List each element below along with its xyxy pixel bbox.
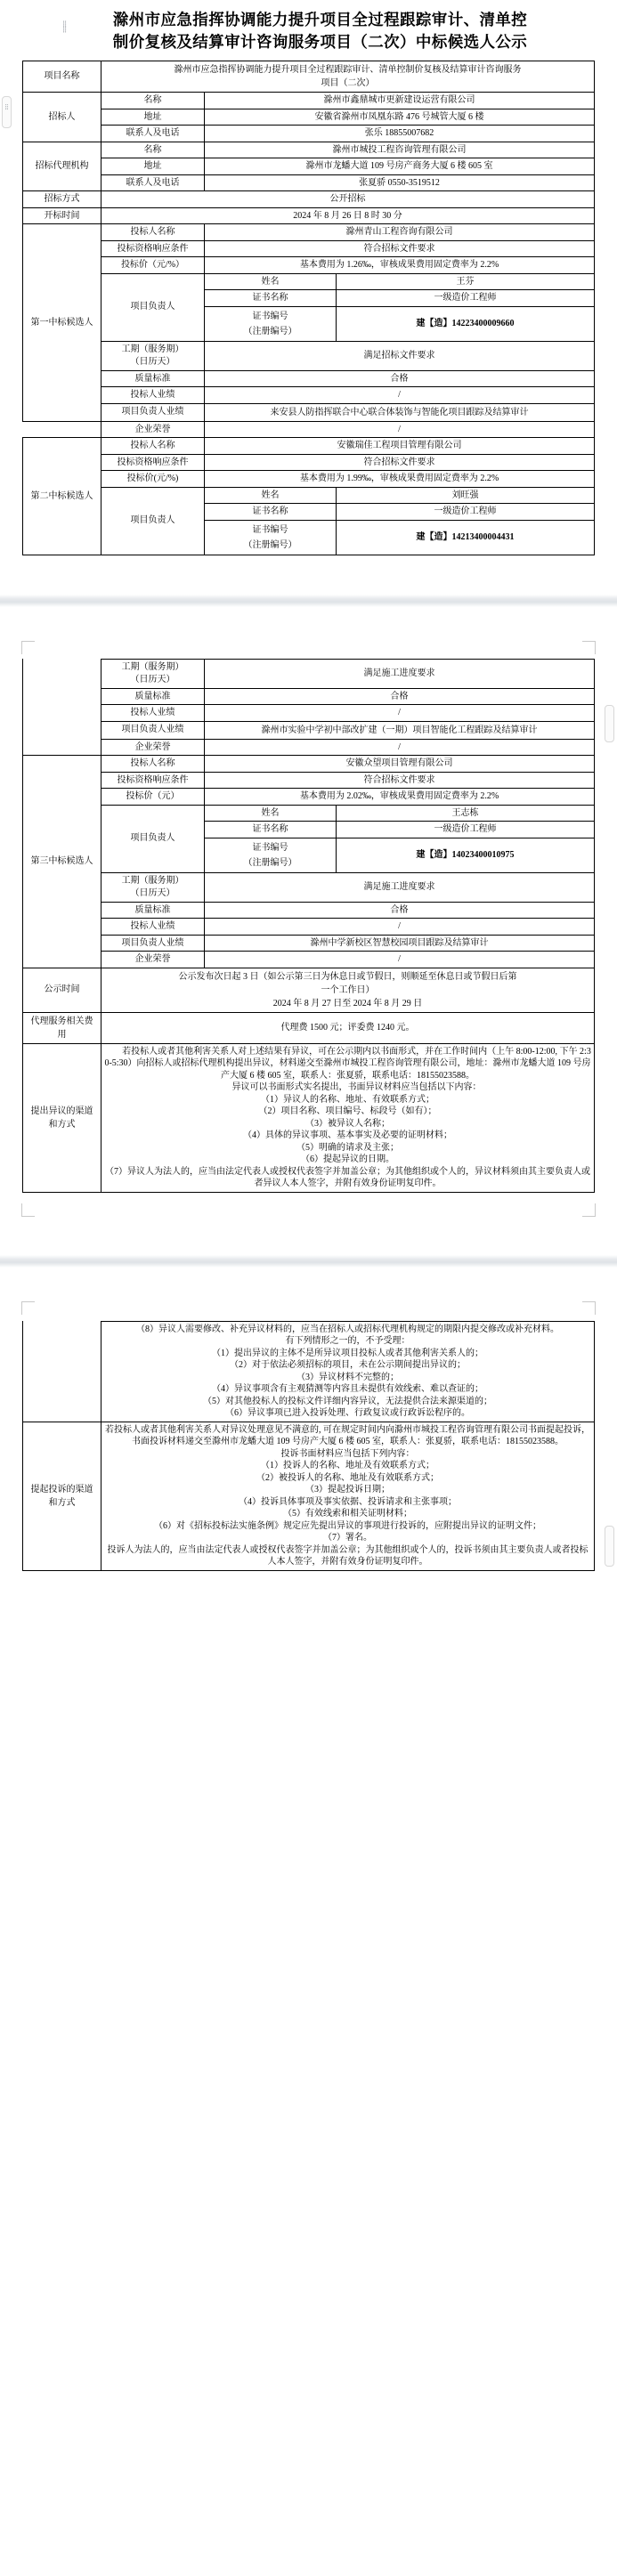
label-c2-manager-perf: 项目负责人业绩 [101,721,205,739]
objection-reject-item-1: （1）提出异议的主体不是所异议项目投标人或者其他利害关系人的； [212,1348,483,1358]
objection-para-1: 若投标人或者其他利害关系人对上述结果有异议，可在公示期内以书面形式，并在工作时间内（上午 8:00-12:00, 下午 2:30-5:30）向招标人或招标代理机构提出异议，材料递交至滁州市城投工程咨询管理有限公司，地址：滁州市龙蟠大道 109 号房产大厦 6 楼 605 室，联系人：张夏骄，联系电话：18155023588。 [104,1046,591,1081]
value-c1-manager-perf: 来安县人防指挥联合中心联合体装饰与智能化项目跟踪及结算审计 [205,403,595,421]
objection-item-3: （3）被异议人名称； [305,1118,390,1129]
value-c3-quality: 合格 [205,902,595,919]
label-objection-channel-line-1: 提出异议的渠道 [30,1106,93,1116]
label-c1-manager-perf: 项目负责人业绩 [101,403,205,421]
label-objection-channel-cont [23,1321,101,1422]
objection-item-2: （2）项目名称、项目编号、标段号（如有）； [258,1106,437,1116]
complaint-item-4: （4）投诉具体事项及事实依据、投诉请求和主张事项； [239,1496,457,1507]
value-c3-cert-name: 一级造价工程师 [337,822,595,838]
label-c1-cert-no [205,306,337,341]
label-c2-duration-line-1: 工期（服务期） [121,661,184,672]
left-scroll-rail[interactable] [2,96,12,128]
table-row-c1-manager-perf [23,403,595,421]
table-row-c2-price [23,471,595,488]
drag-handle-icon[interactable]: ⣿ ⣿ [62,20,69,33]
objection-reject-item-5: （5）对其他投标人的投标文件详细内容异议，无法提供合法来源渠道的； [203,1396,492,1406]
page3-corner-mark-tl [21,1301,35,1315]
value-c1-person-name: 王芬 [337,273,595,290]
value-c2-price: 基本费用为 1.99‰，审核成果费用固定费率为 2.2% [205,471,595,488]
complaint-para-3: 投诉人为法人的，应当由法定代表人或授权代表签字并加盖公章；为其他组织或个人的，投诉书须由其主要负责人或者投标人本人签字，并附有效身份证明复印件。 [107,1544,589,1567]
label-c1-cert-no-line-2: （注册编号） [243,326,297,336]
label-c1-price: 投标价（元/%） [101,257,205,274]
label-c3-quality: 质量标准 [101,902,205,919]
value-objection-channel [101,1043,595,1192]
label-c3-cert-no [205,838,337,872]
table-row-c3-price [23,789,595,806]
label-agency-fee [23,1012,101,1043]
label-agency-fee-line-1: 代理服务相关费 [30,1016,93,1026]
label-c2-cert-no [205,520,337,555]
table-row-c3-bidder-name [23,756,595,773]
label-tenderee-address: 地址 [101,109,205,126]
complaint-item-5: （5）有效线索和相关证明材料； [283,1509,412,1519]
label-c1-duration [101,341,205,370]
table-row-c1-qualification [23,240,595,257]
value-c3-bidder-perf: / [205,919,595,936]
complaint-item-7: （7）署名。 [323,1533,372,1543]
label-c2-person-name: 姓名 [205,487,337,504]
label-c1-cert-no-line-1: 证书编号 [252,311,288,321]
label-c2-quality: 质量标准 [101,688,205,705]
label-c1-quality: 质量标准 [101,370,205,387]
value-tenderee-name: 滁州市鑫鼎城市更新建设运营有限公司 [205,93,595,109]
label-c2-qualification: 投标资格响应条件 [101,454,205,471]
page-break-spacer-4 [0,1268,617,1294]
announcement-table-part3 [22,1321,595,1571]
page-break-spacer-2 [0,607,617,634]
value-c3-duration: 满足施工进度要求 [205,872,595,902]
label-c1-bidder-perf: 投标人业绩 [101,387,205,404]
value-c1-cert-name: 一级造价工程师 [337,290,595,307]
label-tenderee: 招标人 [23,93,101,142]
value-tenderee-address: 安徽省滁州市凤凰东路 476 号城管大厦 6 楼 [205,109,595,126]
label-candidate-2: 第二中标候选人 [23,438,101,555]
label-c3-cert-no-line-2: （注册编号） [243,857,297,868]
label-c2-cert-no-line-2: （注册编号） [243,539,297,550]
label-project-name: 项目名称 [23,61,101,93]
table-row-c2-manager-perf [23,721,595,739]
objection-para-2: 异议可以书面形式实名提出，书面异议材料应当包括以下内容： [231,1082,482,1092]
page-title-line-2: 制价复核及结算审计咨询服务项目（二次）中标候选人公示 [112,33,528,51]
label-c3-bidder-perf: 投标人业绩 [101,919,205,936]
label-agency-contact: 联系人及电话 [101,174,205,191]
label-c2-duration [101,659,205,688]
page-corner-mark-tr [582,641,596,654]
value-c1-honor: / [205,421,595,438]
value-agency-name: 滁州市城投工程咨询管理有限公司 [205,142,595,158]
table-row-c1-duration [23,341,595,370]
label-c1-qualification: 投标资格响应条件 [101,240,205,257]
announcement-table-part1 [22,61,595,555]
page-break-spacer-3 [0,1228,617,1255]
value-c3-qualification: 符合招标文件要求 [205,772,595,789]
value-c1-duration: 满足招标文件要求 [205,341,595,370]
label-c2-project-manager: 项目负责人 [101,487,205,555]
label-candidate-2-cont [23,659,101,756]
value-project-name [101,61,595,93]
table-row-c1-bidder-name [23,224,595,241]
value-bid-method: 公开招标 [101,191,595,208]
value-tenderee-contact: 张乐 18855007682 [205,126,595,142]
project-name-line-1: 滁州市应急指挥协调能力提升项目全过程跟踪审计、清单控制价复核及结算审计咨询服务 [174,65,522,75]
table-row-agency-name [23,142,595,158]
value-c2-person-name: 刘旺强 [337,487,595,504]
value-c3-person-name: 王志栋 [337,805,595,822]
complaint-item-3: （3）提起投诉日期； [305,1485,390,1495]
table-row-project-name [23,61,595,93]
table-row-c3-manager-name [23,805,595,822]
objection-item-1: （1）异议人的名称、地址、有效联系方式； [261,1094,434,1105]
publicity-rule-line-2: 一个工作日） [321,984,375,995]
label-c2-honor: 企业荣誉 [101,739,205,756]
document-page-3 [0,1294,617,1589]
table-row-c1-honor [23,421,595,438]
page-corner-mark-bl [21,1203,35,1217]
value-c1-quality: 合格 [205,370,595,387]
table-row-publicity-time [23,968,595,1012]
label-c3-price: 投标价（元） [101,789,205,806]
objection-item-5: （5）明确的请求及主张； [296,1142,399,1153]
value-c3-cert-no: 建【造】14023400010975 [337,838,595,872]
objection-reject-intro: 有下列情形之一的，不予受理： [285,1336,410,1346]
objection-reject-item-6: （6）异议事项已进入投诉处理、行政复议或行政诉讼程序的。 [225,1408,470,1418]
label-agency-name: 名称 [101,142,205,158]
right-scroll-rail-page3[interactable] [605,1526,614,1567]
label-c2-cert-no-line-1: 证书编号 [252,524,288,535]
label-agency: 招标代理机构 [23,142,101,191]
label-c1-duration-line-1: 工期（服务期） [121,344,184,354]
value-c2-manager-perf: 滁州市实验中学初中部改扩建（一期）项目智能化工程跟踪及结算审计 [205,721,595,739]
table-row-agency-address [23,158,595,175]
label-c2-bidder-name: 投标人名称 [101,438,205,455]
label-c3-duration-line-1: 工期（服务期） [121,875,184,886]
table-row-c3-honor [23,952,595,968]
table-row-c3-duration [23,872,595,902]
value-c2-cert-name: 一级造价工程师 [337,504,595,521]
value-c3-honor: / [205,952,595,968]
objection-item-8: （8）异议人需要修改、补充异议材料的，应当在招标人或招标代理机构规定的期限内提交修改或补充材料。 [136,1324,559,1334]
value-c3-manager-perf: 滁州中学新校区智慧校园项目跟踪及结算审计 [205,935,595,952]
label-c3-person-name: 姓名 [205,805,337,822]
label-c3-qualification: 投标资格响应条件 [101,772,205,789]
table-row-c2-bidder-perf [23,705,595,722]
table-row-bid-method [23,191,595,208]
page-separator-1 [0,595,617,607]
value-agency-fee: 代理费 1500 元；评委费 1240 元。 [101,1012,595,1043]
label-candidate-1: 第一中标候选人 [23,224,101,422]
value-c1-cert-no: 建【造】14223400009660 [337,306,595,341]
label-c1-bidder-name: 投标人名称 [101,224,205,241]
value-c2-duration: 满足施工进度要求 [205,659,595,688]
table-row-bid-open-time [23,207,595,224]
value-c2-qualification: 符合招标文件要求 [205,454,595,471]
value-complaint-channel [101,1422,595,1570]
label-tenderee-contact: 联系人及电话 [101,126,205,142]
value-c3-price: 基本费用为 2.02‰，审核成果费用固定费率为 2.2% [205,789,595,806]
table-row-c1-bidder-perf [23,387,595,404]
label-c3-duration-line-2: （日历天） [130,887,175,898]
value-agency-contact: 张夏骄 0550-3519512 [205,174,595,191]
project-name-line-2: 项目（二次） [321,78,375,88]
objection-reject-item-4: （4）异议事项含有主观猜测等内容且未提供有效线索、难以查证的； [212,1384,483,1394]
label-c3-honor: 企业荣誉 [101,952,205,968]
complaint-item-1: （1）投诉人的名称、地址及有效联系方式； [261,1461,434,1470]
label-c1-honor-spacer [23,421,101,438]
label-bid-open-time: 开标时间 [23,207,101,224]
label-objection-channel-line-2: 和方式 [48,1119,76,1130]
table-row-c1-manager-name [23,273,595,290]
table-row-objection-channel [23,1043,595,1192]
table-row-agency-fee [23,1012,595,1043]
right-scroll-rail-page2[interactable] [605,705,614,742]
value-c2-cert-no: 建【造】14213400004431 [337,520,595,555]
page-separator-2 [0,1255,617,1268]
label-c2-bidder-perf: 投标人业绩 [101,705,205,722]
label-agency-address: 地址 [101,158,205,175]
value-c1-price: 基本费用为 1.26‰，审核成果费用固定费率为 2.2% [205,257,595,274]
value-objection-channel-cont [101,1321,595,1422]
label-c1-project-manager: 项目负责人 [101,273,205,341]
label-complaint-channel-line-2: 和方式 [48,1497,76,1508]
label-c1-person-name: 姓名 [205,273,337,290]
table-row-c3-qualification [23,772,595,789]
label-c3-manager-perf: 项目负责人业绩 [101,935,205,952]
page-title [0,0,617,61]
label-complaint-channel [23,1422,101,1570]
page-title-line-1: 滁州市应急指挥协调能力提升项目全过程跟踪审计、清单控 [112,11,528,28]
value-c2-honor: / [205,739,595,756]
label-c3-bidder-name: 投标人名称 [101,756,205,773]
label-c3-cert-name: 证书名称 [205,822,337,838]
label-bid-method: 招标方式 [23,191,101,208]
publicity-rule-line-1: 公示发布次日起 3 日（如公示第三日为休息日或节假日，则顺延至休息日或节假日后第 [178,971,517,982]
objection-item-4: （4）具体的异议事项、基本事实及必要的证明材料； [243,1130,452,1140]
announcement-table-part2 [22,659,595,1193]
table-row-c2-manager-name [23,487,595,504]
label-publicity-time: 公示时间 [23,968,101,1012]
page-corner-mark-br [582,1203,596,1217]
page-corner-mark-tl [21,641,35,654]
page3-corner-mark-tr [582,1301,596,1315]
scroll-grip-icon: ⣿ [4,105,9,110]
table-row-c3-manager-perf [23,935,595,952]
label-c1-duration-line-2: （日历天） [130,356,175,367]
label-c2-duration-line-2: （日历天） [130,674,175,685]
label-c1-honor: 企业荣誉 [101,421,205,438]
value-bid-open-time: 2024 年 8 月 26 日 8 时 30 分 [101,207,595,224]
table-row-c2-bidder-name [23,438,595,455]
value-c1-bidder-perf: / [205,387,595,404]
table-row-tenderee-contact [23,126,595,142]
value-c2-bidder-perf: / [205,705,595,722]
complaint-item-6: （6）对《招标投标法实施条例》规定应先提出异议的事项进行投诉的，应附提出异议的证明文件； [154,1520,541,1531]
label-agency-fee-line-2: 用 [57,1029,67,1040]
label-c3-cert-no-line-1: 证书编号 [252,842,288,853]
table-row-c2-qualification [23,454,595,471]
value-c2-bidder-name: 安徽瑞佳工程项目管理有限公司 [205,438,595,455]
label-c2-cert-name: 证书名称 [205,504,337,521]
label-complaint-channel-line-1: 提起投诉的渠道 [30,1484,93,1495]
table-row-c2-honor [23,739,595,756]
objection-item-6: （6）提起异议的日期。 [301,1154,394,1164]
table-row-agency-contact [23,174,595,191]
table-row-tenderee-name [23,93,595,109]
label-objection-channel [23,1043,101,1192]
value-publicity-time [101,968,595,1012]
table-row-objection-channel-cont [23,1321,595,1422]
objection-item-7: （7）异议人为法人的，应当由法定代表人或授权代表签字并加盖公章；为其他组织或个人的，异议材料须由其主要负责人或者异议人本人签字，并附有效身份证明复印件。 [105,1166,590,1188]
table-row-tenderee-address [23,109,595,126]
value-c1-qualification: 符合招标文件要求 [205,240,595,257]
complaint-item-2: （2）被投诉人的名称、地址及有效联系方式； [256,1472,439,1483]
complaint-para-2: 投诉书面材料应当包括下列内容： [280,1448,415,1459]
label-c3-project-manager: 项目负责人 [101,805,205,872]
label-c3-duration [101,872,205,902]
page-break-spacer-1 [0,568,617,595]
document-page-2 [0,634,617,1228]
value-c2-quality: 合格 [205,688,595,705]
publicity-dates: 2024 年 8 月 27 日至 2024 年 8 月 29 日 [272,998,423,1009]
value-c3-bidder-name: 安徽众望项目管理有限公司 [205,756,595,773]
label-c1-cert-name: 证书名称 [205,290,337,307]
table-row-c1-price [23,257,595,274]
table-row-c3-bidder-perf [23,919,595,936]
table-row-complaint-channel [23,1422,595,1570]
label-tenderee-name: 名称 [101,93,205,109]
value-agency-address: 滁州市龙蟠大道 109 号房产商务大厦 6 楼 605 室 [205,158,595,175]
value-c1-bidder-name: 滁州青山工程咨询有限公司 [205,224,595,241]
table-row-c1-quality [23,370,595,387]
document-page-1 [0,0,617,568]
label-candidate-3: 第三中标候选人 [23,756,101,968]
label-c2-price: 投标价(元/%) [101,471,205,488]
table-row-c2-quality [23,688,595,705]
table-row-c3-quality [23,902,595,919]
table-row-c2-duration [23,659,595,688]
objection-reject-item-3: （3）异议材料不完整的； [296,1372,399,1382]
complaint-para-1: 若投标人或者其他利害关系人对异议处理意见不满意的, 可在规定时间内向滁州市城投工程咨询管理有限公司书面提起投诉，书面投诉材料递交至滁州市龙蟠大道 109 号房产大厦 6 楼 605 室，联系人：张夏骄，联系电话：18155023588。 [105,1424,590,1446]
objection-reject-item-2: （2）对于依法必须招标的项目，未在公示期间提出异议的； [230,1360,466,1370]
